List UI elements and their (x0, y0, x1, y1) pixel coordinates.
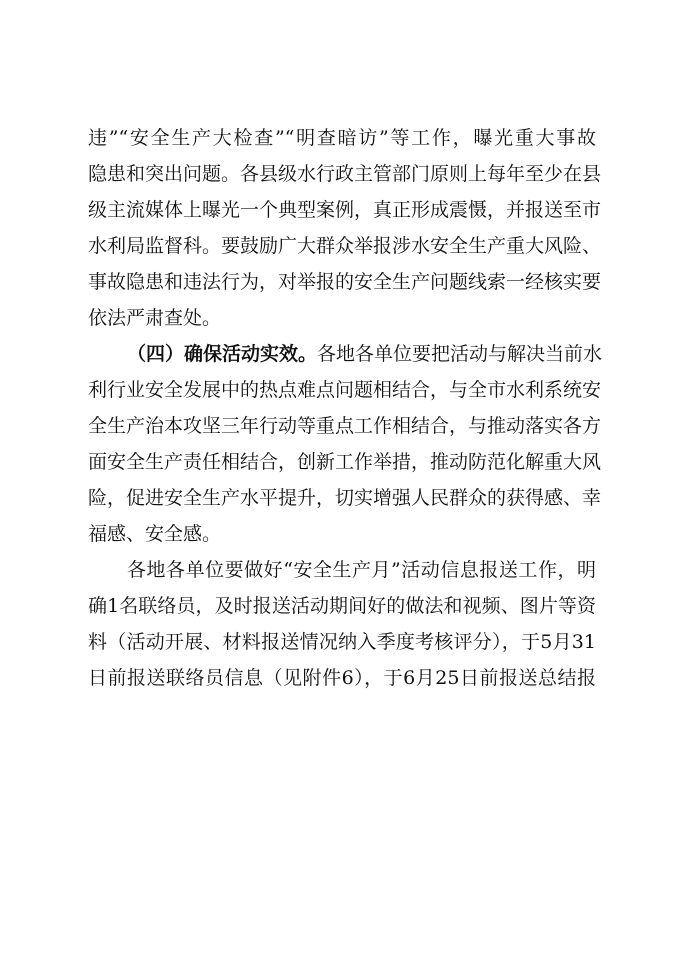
paragraph3-line-3: 料（活动开展、材料报送情况纳入季度考核评分），于5月31 (88, 631, 596, 653)
paragraph2-line-5: 险，促进安全生产水平提升，切实增强人民群众的获得感、幸 (88, 487, 602, 509)
paragraph2-line-4: 面安全生产责任相结合，创新工作举措，推动防范化解重大风 (88, 451, 602, 473)
paragraph1-line-3: 级主流媒体上曝光一个典型案例，真正形成震慑，并报送至市 (88, 199, 602, 221)
paragraph3-line-4: 日前报送联络员信息（见附件6），于6月25日前报送总结报 (88, 667, 596, 689)
paragraph1-line-6: 依法严肃查处。 (88, 307, 222, 329)
paragraph1-line-4: 水利局监督科。要鼓励广大群众举报涉水安全生产重大风险、 (88, 235, 602, 257)
paragraph1-line-5: 事故隐患和违法行为，对举报的安全生产问题线索一经核实要 (88, 271, 602, 293)
paragraph2-line-3: 全生产治本攻坚三年行动等重点工作相结合，与推动落实各方 (88, 415, 602, 437)
paragraph2-line-1 (127, 342, 603, 366)
paragraph2-line-1-text: 各地各单位要把活动与解决当前水 (317, 343, 603, 365)
paragraph1-line-2: 隐患和突出问题。各县级水行政主管部门原则上每年至少在县 (88, 163, 602, 185)
paragraph1-line-1: 违”“安全生产大检查”“明查暗访”等工作，曝光重大事故 (88, 127, 596, 149)
section-heading: （四）确保活动实效。 (127, 343, 318, 365)
paragraph2-line-6: 福感、安全感。 (88, 523, 222, 545)
paragraph3-line-1: 各地各单位要做好“安全生产月”活动信息报送工作，明 (127, 559, 596, 581)
paragraph2-line-2: 利行业安全发展中的热点难点问题相结合，与全市水利系统安 (88, 379, 602, 401)
paragraph3-line-2: 确1名联络员，及时报送活动期间好的做法和视频、图片等资 (88, 595, 596, 617)
